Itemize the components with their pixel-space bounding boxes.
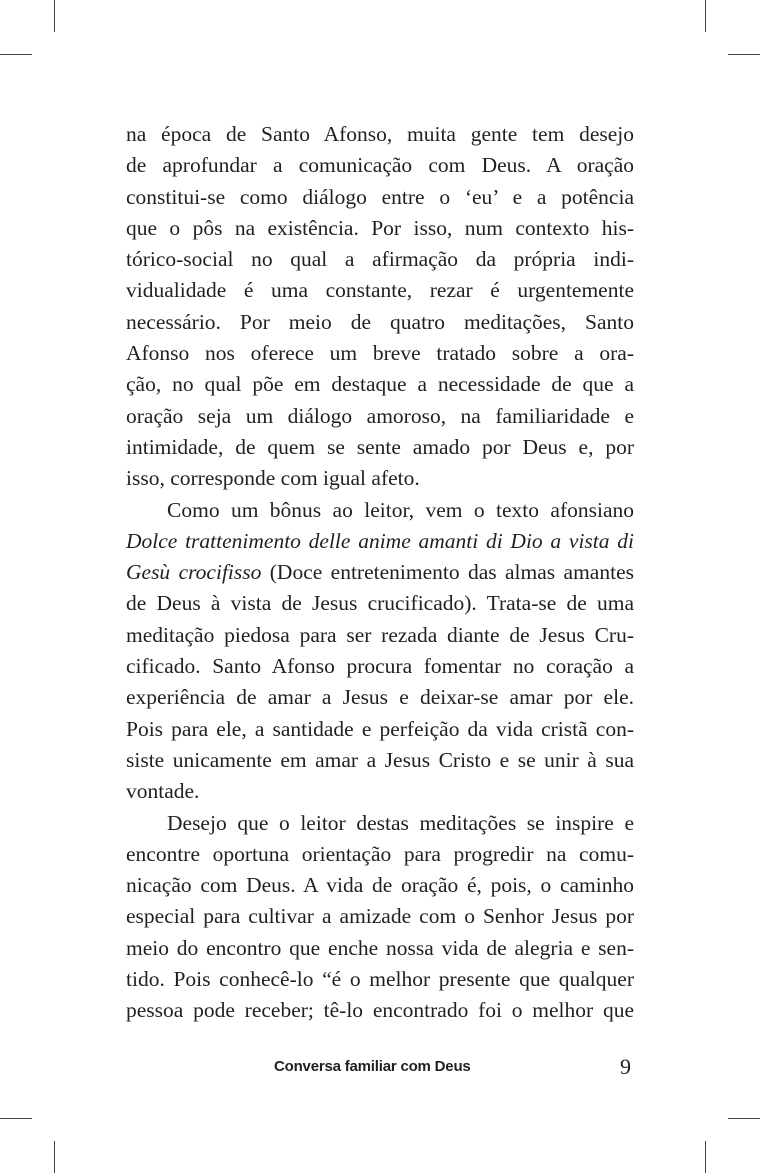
- crop-mark-bottom-left: [54, 1141, 55, 1173]
- text-line: isso, corresponde com igual afeto.: [126, 466, 420, 491]
- text-line: que o pôs na existência. Por isso, num contexto his-: [126, 215, 634, 240]
- page-number: 9: [620, 1054, 631, 1079]
- text-line: encontre oportuna orientação para progredir na comu-: [126, 841, 634, 866]
- text-line: tórico-social no qual a afirmação da própria indi-: [126, 247, 634, 272]
- text-line: vidualidade é uma constante, rezar é urgentemente: [126, 278, 634, 303]
- text-line: especial para cultivar a amizade com o Senhor Jesus por: [126, 904, 634, 929]
- crop-mark-top-left-horizontal: [0, 54, 32, 55]
- text-line: meditação piedosa para ser rezada diante de Jesus Cru-: [126, 622, 634, 647]
- text-line: meio do encontro que enche nossa vida de alegria e sen-: [126, 935, 634, 960]
- text-line: vontade.: [126, 779, 200, 804]
- text-line: na época de Santo Afonso, muita gente tem desejo: [126, 122, 634, 146]
- text-line: nicação com Deus. A vida de oração é, pois, o caminho: [126, 873, 634, 898]
- crop-mark-top-right: [705, 0, 706, 32]
- text-line: oração seja um diálogo amoroso, na familiaridade e: [126, 403, 634, 428]
- text-line: ção, no qual põe em destaque a necessidade de que a: [126, 372, 634, 397]
- text-line: pessoa pode receber; tê-lo encontrado foi o melhor que: [126, 998, 634, 1023]
- running-footer-title: Conversa familiar com Deus: [274, 1058, 471, 1075]
- crop-mark-top-left: [54, 0, 55, 32]
- text-line: Como um bônus ao leitor, vem o texto afonsiano: [167, 497, 634, 522]
- text-line: constitui-se como diálogo entre o ‘eu’ e a potência: [126, 184, 634, 209]
- text-line-italic-title: Dolce trattenimento delle anime amanti di Dio a vista di: [126, 528, 634, 553]
- text-line: cificado. Santo Afonso procura fomentar no coração a: [126, 654, 634, 679]
- text-line: experiência de amar a Jesus e deixar-se amar por ele.: [126, 685, 634, 710]
- body-text: [126, 119, 634, 1027]
- text-line-remainder: (Doce entretenimento das almas amantes: [261, 560, 634, 585]
- italic-title-end: Gesù crocifisso: [126, 560, 262, 585]
- crop-mark-top-right-horizontal: [728, 54, 760, 55]
- text-line: de aprofundar a comunicação com Deus. A oração: [126, 153, 634, 178]
- text-line: necessário. Por meio de quatro meditações, Santo: [126, 309, 634, 334]
- crop-mark-bottom-left-horizontal: [0, 1118, 32, 1119]
- text-line: intimidade, de quem se sente amado por Deus e, por: [126, 434, 634, 459]
- text-line: de Deus à vista de Jesus crucificado). Trata-se de uma: [126, 591, 634, 616]
- text-line: Desejo que o leitor destas meditações se inspire e: [167, 810, 634, 835]
- crop-mark-bottom-right: [705, 1141, 706, 1173]
- text-line-mixed: [126, 557, 634, 588]
- text-line: Afonso nos oferece um breve tratado sobre a ora-: [126, 341, 634, 366]
- crop-mark-bottom-right-horizontal: [728, 1118, 760, 1119]
- text-line: siste unicamente em amar a Jesus Cristo e se unir à sua: [126, 747, 634, 772]
- text-line: tido. Pois conhecê-lo “é o melhor presente que qualquer: [126, 967, 634, 992]
- text-line: Pois para ele, a santidade e perfeição da vida cristã con-: [126, 716, 634, 741]
